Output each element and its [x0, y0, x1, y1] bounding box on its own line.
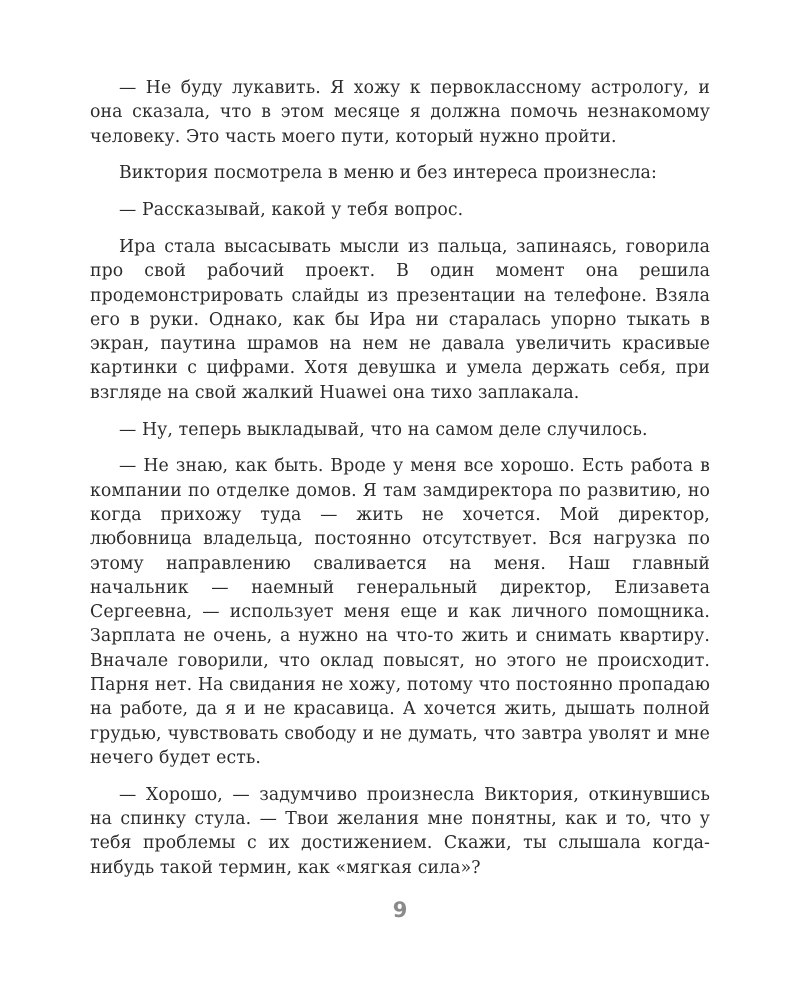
paragraph-3: — Рассказывай, какой у тебя вопрос.: [119, 200, 464, 221]
page-number: 9: [392, 898, 408, 922]
paragraph-1: — Не буду лукавить. Я хожу к первоклассному астрологу, и она сказала, что в этом месяце я должна помочь незнакомому человеку. Это часть моего пути, который нужно пройти.: [90, 78, 710, 147]
body-text: [90, 76, 710, 892]
paragraph-2: Виктория посмотрела в меню и без интереса произнесла:: [119, 163, 657, 184]
paragraph-6: — Не знаю, как быть. Вроде у меня все хорошо. Есть работа в компании по отделке домов. Я там замдиректора по развитию, но когда прихожу туда — жить не хочется. Мой директор, любовница владельца, постоянно отсутствует. Вся нагрузка по этому направлению сваливается на меня. Наш главный начальник — наемный генеральный директор, Елизавета Сергеевна, — использует меня еще и как личного помощника. Зарплата не очень, а нужно на что-то жить и снимать квартиру. Вначале говорили, что оклад повысят, но этого не происходит. Парня нет. На свидания не хожу, потому что постоянно пропадаю на работе, да я и не красавица. А хочется жить, дышать полной грудью, чувствовать свободу и не думать, что завтра уволят и мне нечего будет есть.: [90, 456, 710, 768]
paragraph-5: — Ну, теперь выкладывай, что на самом деле случилось.: [119, 419, 648, 440]
paragraph-7: — Хорошо, — задумчиво произнесла Виктория, откинувшись на спинку стула. — Твои желания мне понятны, как и то, что у тебя проблемы с их достижением. Скажи, ты слышала когда-нибудь такой термин, как «мягкая сила»?: [90, 784, 710, 878]
paragraph-4: Ира стала высасывать мысли из пальца, запинаясь, говорила про свой рабочий проект. В один момент она решила продемонстрировать слайды из презентации на телефоне. Взяла его в руки. Однако, как бы Ира ни старалась упорно тыкать в экран, паутина шрамов на нем не давала увеличить красивые картинки с цифрами. Хотя девушка и умела держать себя, при взгляде на свой жалкий Huawei она тихо заплакала.: [90, 236, 710, 403]
